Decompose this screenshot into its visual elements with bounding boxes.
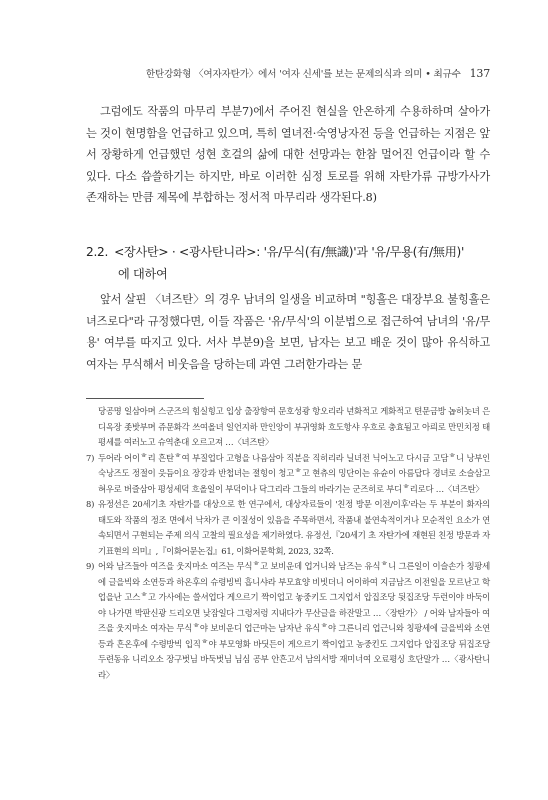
section-subtitle: 에 대하여	[118, 267, 168, 281]
footnotes	[86, 404, 490, 683]
running-title: 한탄강화형 〈여자자탄가〉에서 '여자 신세'를 보는 문제의식과 의미 • 최규수	[145, 69, 461, 80]
footnote-9-mark: 9)	[86, 561, 95, 571]
footnote-continuation: 당공명 일삼아며 스군즈의 힘실힝고 입상 출장항여 문호성광 항오리라 년화적고 게화적고 텬문금방 놉히놋녀 은디옥장 좃밧부며 쥬문화각 쓰여올녀 일언지하 만인앙이 부귀영화 흐도항샤 우흐로 충효됨고 아릐로 만민치정 태평세를 여러노고 슈역춘대 오르고져 …〈녀즈탄〉	[98, 406, 490, 447]
footnote-8-text: 유정선은 20세기초 자탄가를 대상으로 한 연구에서, 대상자료들이 '친정 방문 이전/이후'라는 두 부분이 화자의 태도와 작품의 정조 면에서 낙차가 큰 이질성이 있음을 주목하면서, 작품내 불연속적이거나 모순적인 요소가 연속되면서 구현되는 주제 의식 고찰의 필요성을 제기하였다. 유정선,『20세기 초 자탄가에 재현된 친정 방문과 자기표현의 의미』,『이화어문논집』61, 이화어문학회, 2023, 32쪽.	[98, 499, 490, 556]
footnote-8-mark: 8)	[86, 499, 95, 509]
running-header	[60, 66, 490, 80]
footnote-7-mark: 7)	[86, 452, 95, 463]
footnote-7	[86, 451, 490, 498]
footnote-divider	[86, 398, 204, 399]
page-number: 137	[469, 67, 490, 80]
paragraph-1-text: 그럼에도 작품의 마무리 부분7)에서 주어진 현실을 안온하게 수용하하며 살아가는 것이 현명함을 언급하고 있으며, 특히 열녀전·숙영낭자전 등을 언급하는 지점은 앞서 장황하게 언급했던 성현 호걸의 삶에 대한 선망과는 한참 멀어진 언급이라 할 수 있다. 다소 씁쓸하기는 하지만, 바로 이러한 심정 토로를 위해 자탄가류 규방가사가 존재하는 만큼 제목에 부합하는 정서적 마무리라 생각된다.8)	[86, 105, 490, 204]
paragraph-1	[86, 101, 490, 209]
footnote-9-text: 어와 남즈들아 여즈을 웃지마소 여즈는 무식ᄒ고 보비운데 업거니와 남즈는 유식ᄒ니 그른일이 이슬손가 칭팡세에 글을빅와 소연등과 하온후의 슈령빙빅 흡니샤라 부모효양 비빗더니 어이하여 지금남즈 이전일을 모르난고 학업을난 고스ᄒ고 가사에는 쓸셔업다 게으르기 짝이업고 놓중키도 그지업서 압집조당 뒷집조당 두런이야 바둑이야 나가면 박판신광 드리오면 낮잠일다 그렁저렁 지내다가 무산글을 하잔말고 …〈장탄가〉 / 어와 남자들아 여즈을 웃지마소 여자는 무식ᄒ야 보비운디 업근마는 남자난 유식ᄒ야 그른니리 업근니와 칭팡세에 글을빅와 소연등과 흔온후에 수령방빅 입직ᄒ야 부모영화 바딧든이 게으르기 짝이업고 농중킨도 그지업다 압집조당 뒤집조당 두련동유 니리오소 장구벗님 바둑벗님 님심 공부 안흔고서 남의서방 재미너여 오료평싱 흐단말가 …〈광사탄니라〉	[98, 561, 490, 680]
section-number: 2.2.	[86, 245, 109, 259]
paragraph-2	[86, 289, 490, 375]
section-title: <장사탄> · <광사탄니라>: '유/무식(有/無識)'과 '유/무용(有/無用)'	[114, 245, 465, 259]
footnote-8	[86, 497, 490, 559]
section-heading	[86, 241, 490, 285]
paragraph-2-text: 앞서 살핀 〈녀즈탄〉의 경우 남녀의 일생을 비교하며 "힝흘은 대장부요 불힝흘은 녀즈로다"라 규정했다면, 이들 작품은 '유/무식'의 이분법으로 접근하여 남녀의 '유/무용' 여부를 따지고 있다. 서사 부분9)을 보면, 남자는 보고 배운 것이 많아 유식하고 여자는 무식해서 비웃음을 당하는데 과연 그러한가라는 문	[86, 293, 490, 371]
footnote-7-text: 두어라 어이ᄒ리 흔탄ᄒ여 부질업다 고형을 나음삼아 직분을 직히리라 닐녀전 닉어노고 다시금 고담ᄒ니 낭부인 숙낭즈도 정절이 읏듬이요 장강과 반첩녀는 졀힝이 청고ᄒ고 현츄의 밍단이는 유슌이 아름답다 경녀로 소슬삼고 혀우로 버즐삼아 평성세덕 흐올일이 부덕이나 닥그리라 그들의 바라기는 군즈히로 부디ᄒ리로다 …〈녀즈탄〉	[98, 452, 490, 494]
footnote-9	[86, 559, 490, 683]
